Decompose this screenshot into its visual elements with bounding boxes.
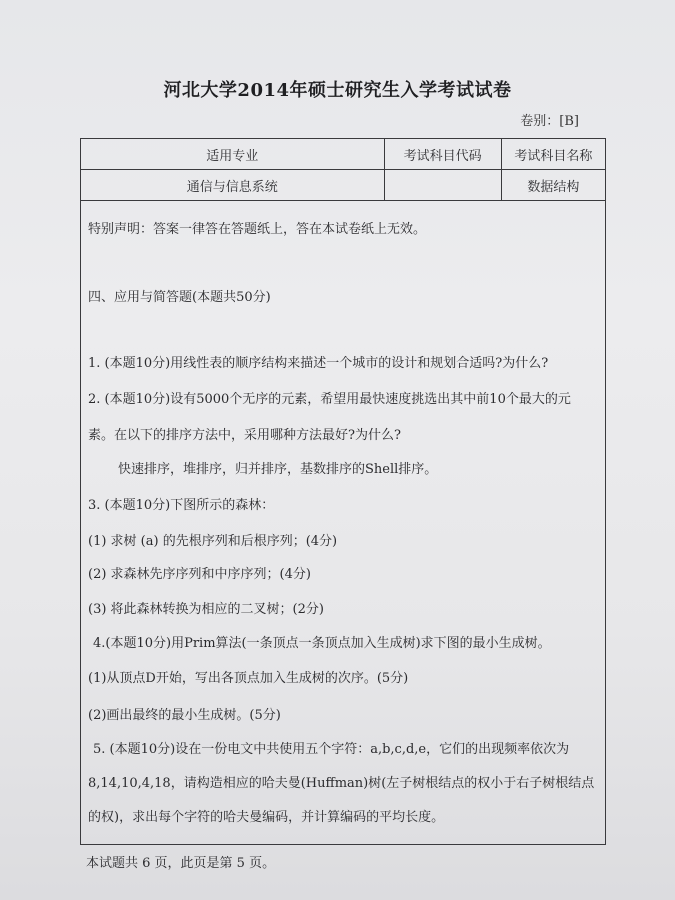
question-line: (1)从顶点D开始，写出各顶点加入生成树的次序。(5分) (88, 671, 409, 686)
page-footer: 本试题共 6 页，此页是第 5 页。 (86, 856, 276, 871)
cell-major: 通信与信息系统 (81, 170, 385, 201)
question-line: 1. (本题10分)用线性表的顺序结构来描述一个城市的设计和规划合适吗?为什么? (88, 356, 549, 371)
cell-subject-name: 数据结构 (501, 170, 605, 201)
cell-subject-code (384, 170, 501, 201)
question-line: 3. (本题10分)下图所示的森林： (88, 498, 275, 513)
notice: 特别声明：答案一律答在答题纸上，答在本试卷纸上无效。 (88, 222, 427, 237)
info-table (80, 138, 606, 201)
page-title: 河北大学2014年硕士研究生入学考试试卷 (163, 80, 512, 101)
question-line: (2) 求森林先序序列和中序序列；(4分) (88, 567, 311, 582)
question-line: 4.(本题10分)用Prim算法(一条顶点一条顶点加入生成树)求下图的最小生成树。 (93, 636, 551, 651)
question-line: 8,14,10,4,18，请构造相应的哈夫曼(Huffman)树(左子树根结点的权小于右子树根结点 (88, 776, 595, 791)
section-title: 四、应用与简答题(本题共50分) (88, 290, 271, 305)
table-row (81, 170, 606, 201)
header-subject-name: 考试科目名称 (501, 139, 605, 170)
question-line: (3) 将此森林转换为相应的二叉树；(2分) (88, 602, 324, 617)
header-major: 适用专业 (81, 139, 385, 170)
header-subject-code: 考试科目代码 (384, 139, 501, 170)
question-line: 的权)，求出每个字符的哈夫曼编码，并计算编码的平均长度。 (88, 810, 445, 825)
question-line: 素。在以下的排序方法中，采用哪种方法最好?为什么? (88, 428, 401, 443)
table-header-row (81, 139, 606, 170)
question-line: 2. (本题10分)设有5000个无序的元素，希望用最快速度挑选出其中前10个最大的元 (88, 392, 571, 407)
question-line: (1) 求树 (a) 的先根序列和后根序列；(4分) (88, 534, 338, 549)
question-line: 5. (本题10分)设在一份电文中共使用五个字符：a,b,c,d,e，它们的出现频率依次为 (93, 742, 570, 757)
paper-code: 卷别：[B] (520, 114, 579, 129)
question-line: (2)画出最终的最小生成树。(5分) (88, 708, 281, 723)
question-line: 快速排序，堆排序，归并排序，基数排序的Shell排序。 (118, 462, 438, 477)
